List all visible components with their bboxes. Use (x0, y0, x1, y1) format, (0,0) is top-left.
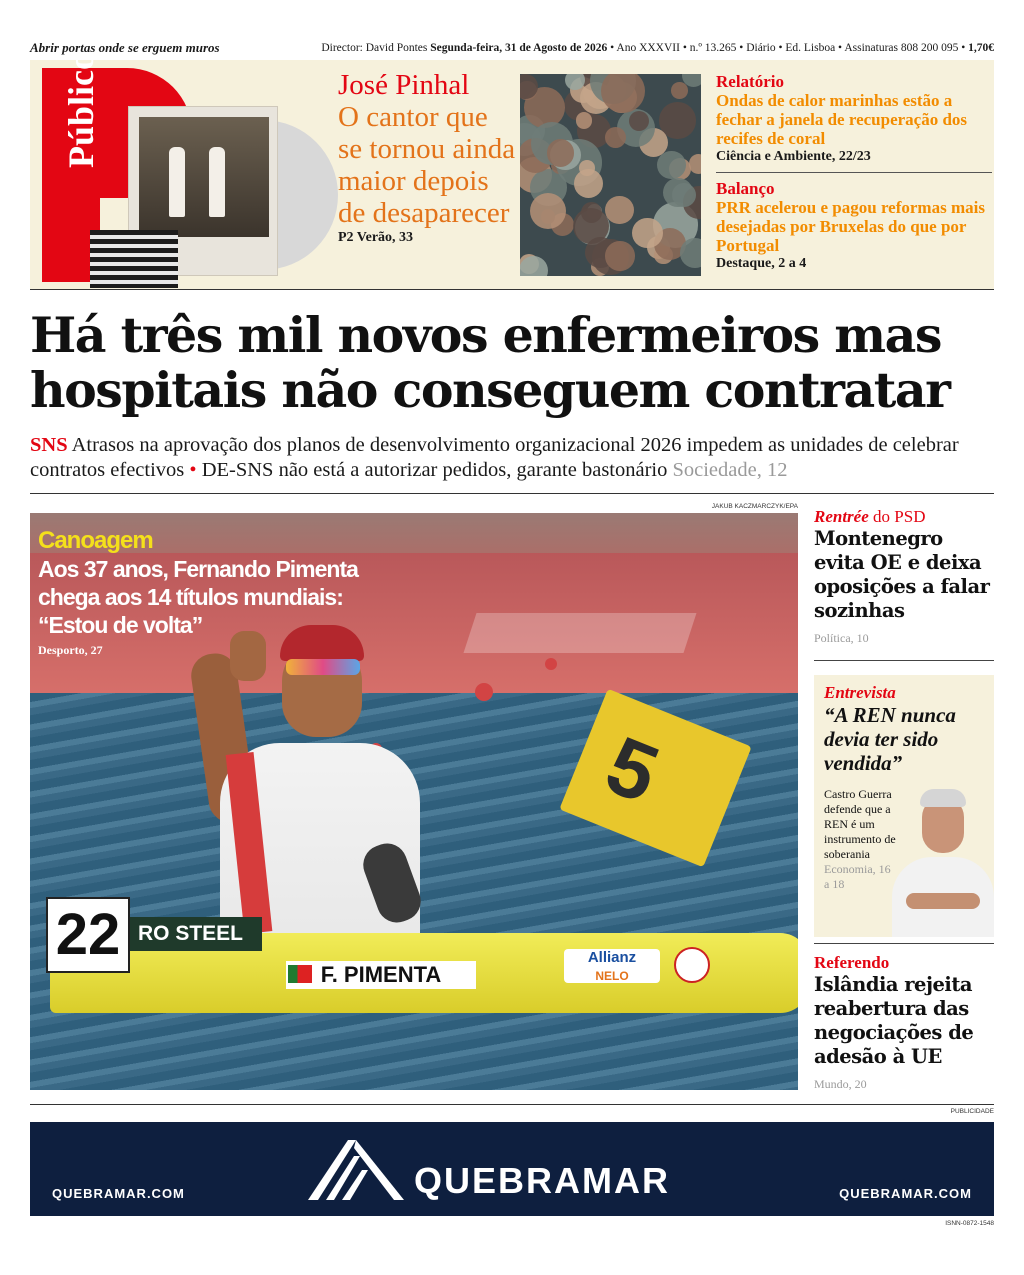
divider (30, 493, 994, 494)
story-headline: Montenegro evita OE e deixa oposições a falar sozinhas (814, 527, 990, 622)
teaser-name: José Pinhal (338, 69, 470, 101)
interview-box[interactable] (814, 675, 994, 937)
story-ref: Mundo, 20 (814, 1077, 867, 1091)
masthead-band (30, 51, 994, 290)
side-story-ref: Destaque, 2 a 4 (716, 256, 807, 271)
lead-deck (30, 433, 994, 483)
interview-text: Castro Guerra defende que a REN é um instrumento de soberania (824, 787, 896, 861)
coral-reef-image (520, 74, 701, 276)
bullet: • (189, 459, 197, 481)
nameplate: F. PIMENTA (286, 961, 476, 989)
logo-word: Público (61, 51, 101, 168)
ad-url-right[interactable]: QUEBRAMAR.COM (839, 1186, 972, 1201)
interview-kicker: Entrevista (824, 683, 896, 702)
issue-details: • Ano XXXVII • n.º 13.265 • Diário • Ed. Lisboa • Assinaturas 808 200 095 • (607, 42, 969, 54)
advertisement[interactable] (30, 1122, 994, 1216)
side-story-ref: Ciência e Ambiente, 22/23 (716, 149, 871, 164)
kicker-italic: Rentrée (814, 507, 869, 526)
interview-body (824, 787, 898, 892)
lead-ref: Sociedade, 12 (672, 459, 788, 481)
athlete-glasses (286, 659, 360, 675)
photo-ref: Desporto, 27 (38, 643, 103, 657)
top-line (30, 38, 994, 58)
lead-tag: SNS (30, 434, 68, 456)
issn: ISNN-0872-1548 (945, 1220, 994, 1227)
side-story-headline: Ondas de calor marinhas estão a fechar a janela de recuperação dos recifes de coral (716, 91, 968, 148)
teaser-ref: P2 Verão, 33 (338, 230, 414, 245)
director: Director: David Pontes (321, 42, 428, 54)
sponsor-badge (564, 949, 660, 983)
side-story-balanco[interactable] (716, 179, 992, 273)
buoy (475, 683, 493, 701)
side-story-kicker: Balanço (716, 179, 775, 198)
divider (814, 943, 994, 944)
club-crest-icon (674, 947, 710, 983)
interview-ref: Economia, 16 a 18 (824, 862, 891, 891)
lead-headline[interactable]: Há três mil novos enfermeiros mas hospitais não conseguem contratar (30, 306, 950, 419)
interview-headline: “A REN nunca devia ter sido vendida” (824, 703, 956, 775)
photo-headline: Aos 37 anos, Fernando Pimenta chega aos 14 títulos mundiais: “Estou de volta” (38, 556, 358, 638)
sponsor-1: Allianz (587, 949, 637, 966)
side-story-relatorio[interactable] (716, 72, 992, 166)
edition-meta (321, 42, 994, 54)
side-story-headline: PRR acelerou e pagou reformas mais desejadas por Bruxelas do que por Portugal (716, 198, 985, 255)
price: 1,70€ (968, 42, 994, 54)
ad-brand: QUEBRAMAR (414, 1160, 670, 1201)
story-islandia[interactable] (814, 953, 994, 1092)
side-stories (716, 72, 992, 273)
bib-number: 22 (46, 897, 130, 973)
photo-credit: JAKUB KACZMARCZYK/EPA (711, 503, 798, 510)
divider (716, 172, 992, 173)
lane-number: 5 (593, 719, 671, 821)
person-image (90, 230, 178, 288)
divider (814, 660, 994, 661)
buoy (545, 658, 557, 670)
sponsor-2: NELO (595, 969, 629, 983)
lead-deck-2: DE-SNS não está a autorizar pedidos, garante bastonário (201, 459, 668, 481)
teaser-music[interactable] (338, 70, 518, 246)
issue-date: Segunda-feira, 31 de Agosto de 2026 (430, 42, 608, 54)
kicker-plain: do PSD (868, 507, 926, 526)
portugal-flag-icon (288, 965, 312, 983)
story-psd[interactable] (814, 507, 994, 646)
teaser-headline: O cantor que se tornou ainda maior depois de desaparecer (338, 101, 516, 229)
quebramar-logo-icon (308, 1138, 404, 1202)
lead-deck-1: Atrasos na aprovação dos planos de desenvolvimento organizacional 2026 impedem as unidades de celebrar contratos efectivos (30, 434, 959, 481)
ad-label: PUBLICIDADE (950, 1108, 994, 1115)
photo-kicker: Canoagem (38, 527, 153, 554)
ad-url-left[interactable]: QUEBRAMAR.COM (52, 1186, 185, 1201)
slogan: Abrir portas onde se erguem muros (30, 40, 220, 55)
story-kicker: Referendo (814, 953, 890, 972)
side-story-kicker: Relatório (716, 72, 784, 91)
story-headline: Islândia rejeita reabertura das negociações de adesão à UE (814, 973, 974, 1068)
divider (30, 1104, 994, 1105)
portrait-image (892, 775, 994, 937)
boat-sponsor: RO STEEL (130, 917, 262, 951)
photo-caption[interactable] (38, 527, 368, 658)
story-ref: Política, 10 (814, 631, 869, 645)
story-kicker (814, 507, 994, 527)
